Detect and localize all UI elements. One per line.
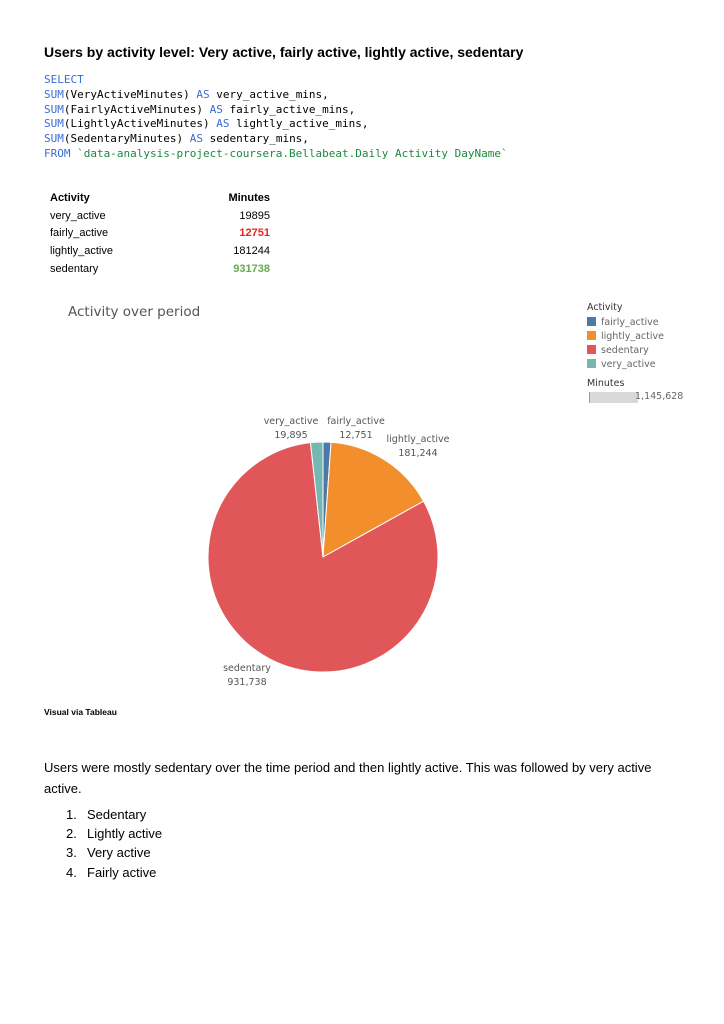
pie-label-sedentary: sedentary: [223, 663, 271, 674]
sql-alias: lightly_active_mins,: [236, 117, 369, 131]
sql-argument: (LightlyActiveMinutes): [63, 117, 210, 131]
sql-alias: sedentary_mins,: [209, 132, 309, 146]
table-cell-minutes: 19895: [239, 209, 270, 222]
table-cell-minutes: 181244: [233, 245, 270, 258]
sql-table-name: `data-analysis-project-coursera.Bellabeat.Daily Activity DayName`: [77, 146, 508, 160]
size-legend-title: Minutes: [587, 378, 625, 389]
sql-keyword: AS: [209, 102, 223, 116]
pie-label-very-active: very_active: [263, 416, 319, 427]
list-item: [66, 824, 162, 843]
sql-keyword: AS: [189, 132, 203, 146]
ranking-list: [66, 805, 162, 882]
list-label: Sedentary: [87, 807, 147, 822]
sql-alias: fairly_active_mins,: [229, 102, 356, 116]
table-cell-activity: sedentary: [50, 262, 99, 275]
list-number: 3.: [66, 845, 77, 861]
sql-function: SUM: [44, 117, 64, 131]
pie-value-fairly-active: 12,751: [339, 430, 373, 441]
conclusion-paragraph: Users were mostly sedentary over the time period and then lightly active. This was followed by very active active.: [44, 760, 652, 796]
list-number: 1.: [66, 807, 77, 822]
pie-value-very-active: 19,895: [274, 430, 308, 441]
pie-value-sedentary: 931,738: [227, 677, 267, 688]
list-number: 2.: [66, 826, 77, 842]
size-legend-value: 1,145,628: [635, 391, 684, 402]
legend-label: lightly_active: [601, 331, 664, 342]
list-label: Lightly active: [87, 826, 163, 842]
legend-label: fairly_active: [601, 317, 659, 328]
table-cell-minutes: 12751: [239, 227, 270, 240]
table-cell-activity: lightly_active: [50, 245, 113, 258]
legend-title: Activity: [587, 302, 623, 313]
sql-argument: (FairlyActiveMinutes): [63, 102, 203, 116]
chart-title: Activity over period: [68, 304, 201, 320]
pie-label-lightly-active: lightly_active: [386, 434, 450, 445]
sql-function: SUM: [44, 132, 64, 146]
table-header-minutes: Minutes: [228, 192, 270, 204]
sql-alias: very_active_mins,: [216, 87, 329, 101]
chart-caption: Visual via Tableau: [44, 707, 117, 717]
sql-keyword: SELECT: [44, 73, 84, 86]
list-item: [66, 843, 162, 862]
sql-keyword: AS: [216, 117, 230, 131]
sql-argument: (VeryActiveMinutes): [63, 87, 190, 101]
list-number: 4.: [66, 864, 77, 880]
table-cell-activity: very_active: [50, 209, 106, 222]
legend-label: sedentary: [601, 345, 649, 356]
section-heading: Users by activity level: Very active, fairly active, lightly active, sedentary: [44, 44, 524, 60]
pie-label-fairly-active: fairly_active: [327, 416, 385, 427]
sql-function: SUM: [44, 102, 64, 116]
list-item: [66, 863, 162, 882]
table-cell-minutes: 931738: [233, 262, 270, 275]
list-label: Fairly active: [87, 864, 157, 880]
sql-function: SUM: [44, 87, 64, 101]
sql-argument: (SedentaryMinutes): [63, 132, 184, 146]
sql-keyword: AS: [196, 87, 210, 101]
list-item: [66, 805, 162, 824]
list-label: Very active: [87, 845, 151, 861]
sql-keyword: FROM: [44, 146, 71, 160]
table-cell-activity: fairly_active: [50, 227, 109, 240]
legend-label: very_active: [601, 359, 656, 370]
table-header-activity: Activity: [50, 192, 90, 204]
pie-value-lightly-active: 181,244: [398, 448, 438, 459]
